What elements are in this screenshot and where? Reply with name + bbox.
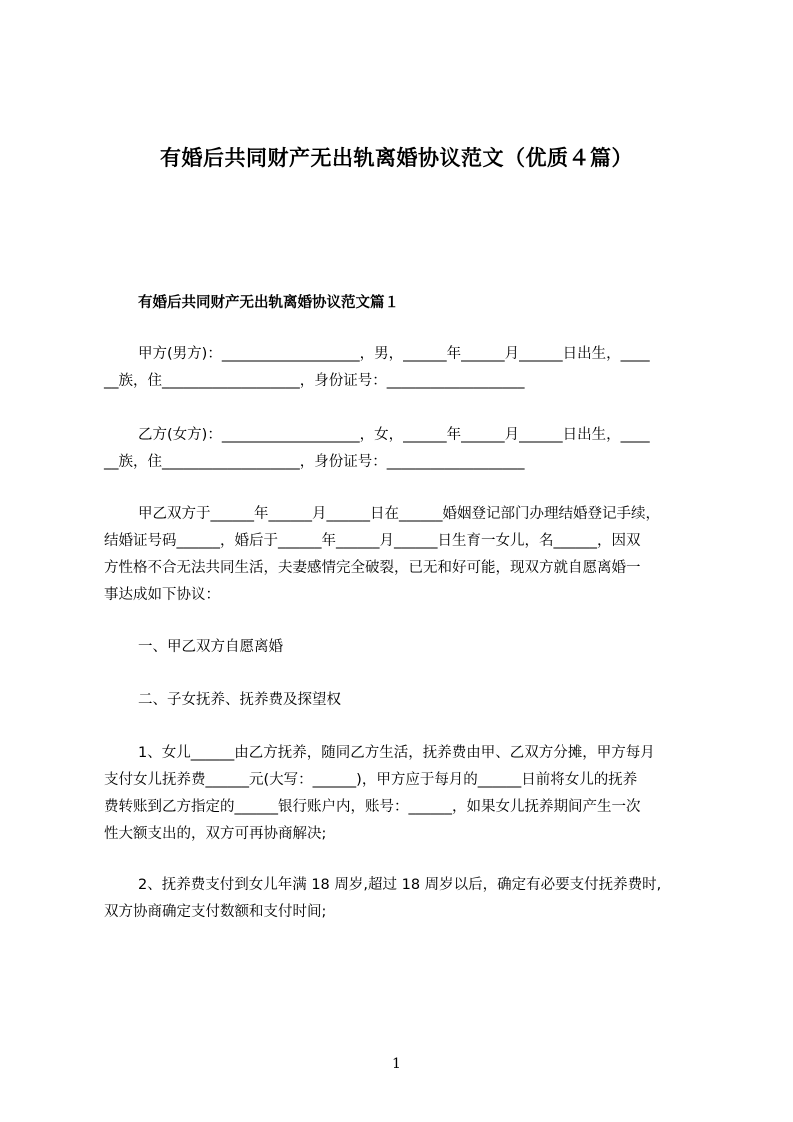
text-line: __族，住___________________，身份证号：___________________ — [104, 454, 525, 470]
text-line: 支付女儿抚养费______元(大写：______)，甲方应于每月的______日前将女儿的抚养 — [104, 772, 638, 788]
text-line: 费转账到乙方指定的______银行账户内，账号：______，如果女儿抚养期间产生一次 — [104, 799, 641, 815]
text-line: 甲方(男方)：___________________，男，______年______月______日出生，____ — [138, 346, 650, 362]
clause-1-paragraph — [104, 740, 704, 848]
section-heading: 有婚后共同财产无出轨离婚协议范文篇１ — [138, 295, 399, 311]
clause-2-paragraph — [104, 872, 704, 926]
text-line: 二、子女抚养、抚养费及探望权 — [138, 692, 341, 708]
page-number: 1 — [392, 1056, 401, 1072]
text-line: 2、抚养费支付到女儿年满 18 周岁,超过 18 周岁以后，确定有必要支付抚养费时, — [138, 877, 662, 893]
document-title: 有婚后共同财产无出轨离婚协议范文（优质４篇） — [160, 146, 633, 170]
text-line: 事达成如下协议： — [104, 587, 220, 603]
item-2-paragraph — [104, 687, 704, 714]
text-line: 结婚证号码______，婚后于______年______月______日生育一女儿，名______，因双 — [104, 533, 641, 549]
party-b-paragraph — [104, 422, 704, 476]
text-line: 一、甲乙双方自愿离婚 — [138, 639, 283, 655]
item-1-paragraph — [104, 634, 704, 661]
marriage-info-paragraph — [104, 501, 704, 609]
text-line: 性大额支出的，双方可再协商解决; — [104, 826, 327, 842]
text-line: 甲乙双方于______年______月______日在______婚姻登记部门办理结婚登记手续， — [138, 506, 660, 522]
text-line: __族，住___________________，身份证号：___________________ — [104, 373, 525, 389]
text-line: 乙方(女方)：___________________，女，______年______月______日出生，____ — [138, 427, 650, 443]
text-line: 方性格不合无法共同生活，夫妻感情完全破裂，已无和好可能，现双方就自愿离婚一 — [104, 560, 641, 576]
party-a-paragraph — [104, 341, 704, 395]
text-line: 双方协商确定支付数额和支付时间; — [104, 904, 327, 920]
text-line: 1、女儿______由乙方抚养，随同乙方生活，抚养费由甲、乙双方分摊，甲方每月 — [138, 745, 655, 761]
